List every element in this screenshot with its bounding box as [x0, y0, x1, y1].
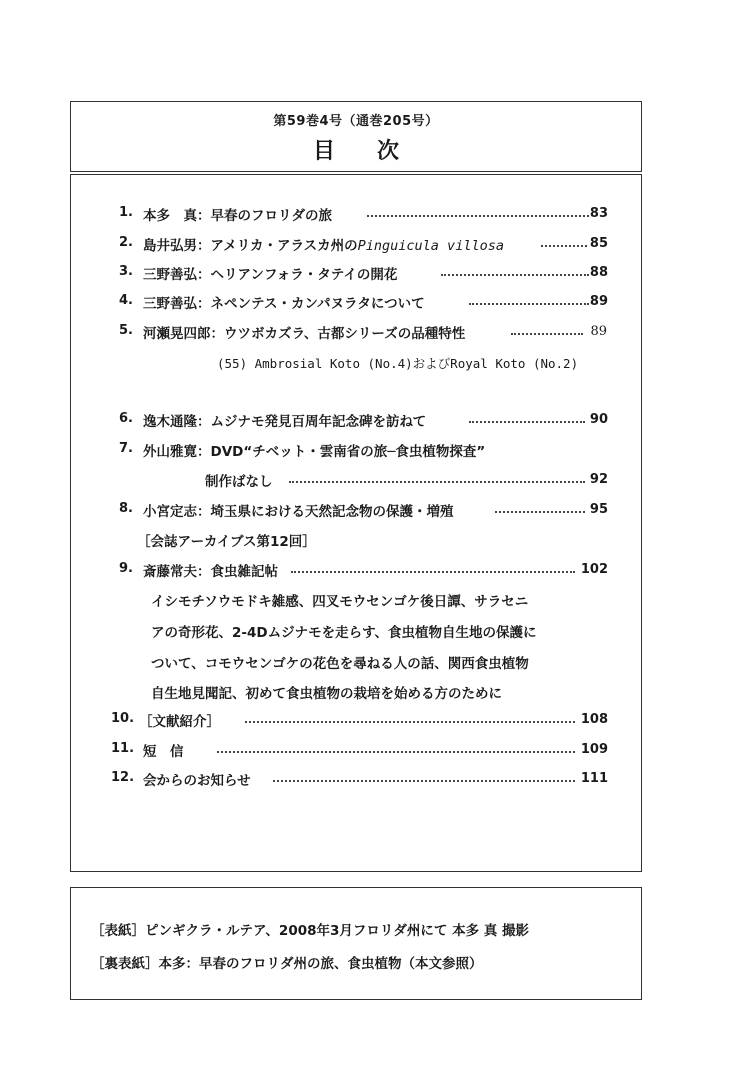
volume-label: 第59巻4号（通巻205号） [273, 114, 439, 129]
toc-detail-line: アの奇形花、2-4Dムジナモを走らす、食虫植物自生地の保護に [151, 625, 537, 641]
cover-credits-box [70, 887, 642, 1000]
toc-detail-line: イシモチソウモドキ雑感、四叉モウセンゴケ後日譚、サラセニ [151, 594, 529, 610]
toc-page: 109 [580, 742, 608, 757]
toc-title: 三野善弘：ネペンテス・カンパヌラタについて [143, 296, 425, 312]
back-cover-credit: ［裏表紙］本多：早春のフロリダ州の旅、食虫植物（本文参照） [91, 956, 483, 972]
toc-number: 1. [119, 205, 133, 220]
toc-number: 4. [119, 293, 133, 308]
leader-dots [441, 274, 589, 276]
toc-page: 85 [589, 236, 608, 251]
leader-dots [273, 780, 575, 782]
toc-page: 83 [589, 206, 608, 221]
toc-title: 短 信 [143, 744, 184, 760]
toc-subtitle: 制作ばなし [205, 474, 273, 490]
toc-title: 斎藤常夫：食虫雑記帖 [143, 564, 278, 580]
toc-page: 111 [580, 771, 608, 786]
header-box [70, 101, 642, 172]
toc-subtitle: (55) Ambrosial Koto (No.4)およびRoyal Koto (No.2) [217, 356, 579, 371]
toc-page: 95 [589, 502, 608, 517]
toc-title: 逸木通隆：ムジナモ発見百周年記念碑を訪ねて [143, 414, 427, 430]
toc-number: 9. [119, 561, 133, 576]
toc-title: 河瀬晃四郎：ウツボカズラ、古都シリーズの品種特性 [143, 326, 466, 342]
archive-heading: ［会誌アーカイブス第12回］ [137, 534, 316, 550]
toc-detail-line: ついて、コモウセンゴケの花色を尋ねる人の話、関西食虫植物 [151, 656, 529, 672]
toc-title: 外山雅寛：DVD“チベット・雲南省の旅─食虫植物探査” [143, 444, 486, 460]
toc-detail-line: 自生地見聞記、初めて食虫植物の栽培を始める方のために [151, 686, 502, 702]
toc-page: 92 [589, 472, 608, 487]
leader-dots [291, 571, 575, 573]
toc-number: 5. [119, 323, 133, 338]
toc-title: 三野善弘：ヘリアンフォラ・タテイの開花 [143, 267, 398, 283]
toc-number: 3. [119, 264, 133, 279]
table-of-contents [70, 174, 642, 872]
toc-page: 89 [590, 324, 607, 339]
toc-number: 2. [119, 235, 133, 250]
toc-page: 89 [589, 294, 608, 309]
toc-title: 本多 真：早春のフロリダの旅 [143, 208, 332, 224]
leader-dots [367, 215, 589, 217]
page-title: 目次 [312, 139, 441, 164]
toc-page: 102 [580, 562, 608, 577]
toc-number: 6. [119, 411, 133, 426]
toc-number: 8. [119, 501, 133, 516]
front-cover-credit: ［表紙］ピンギクラ・ルテア、2008年3月フロリダ州にて 本多 真 撮影 [91, 923, 529, 939]
toc-number: 10. [111, 711, 135, 726]
toc-number: 7. [119, 441, 133, 456]
leader-dots [245, 721, 575, 723]
toc-number: 12. [111, 770, 135, 785]
toc-title: ［文献紹介］ [139, 714, 220, 730]
toc-page: 90 [589, 412, 608, 427]
toc-title: 会からのお知らせ [143, 773, 251, 789]
toc-page: 88 [589, 265, 608, 280]
toc-title-latin: Pinguicula villosa [357, 238, 504, 254]
toc-title: 小宮定志：埼玉県における天然記念物の保護・増殖 [143, 504, 454, 520]
leader-dots [289, 481, 585, 483]
toc-number: 11. [111, 741, 135, 756]
leader-dots [217, 751, 575, 753]
toc-page: 108 [580, 712, 608, 727]
toc-title: 島井弘男：アメリカ・アラスカ州の [143, 238, 358, 254]
